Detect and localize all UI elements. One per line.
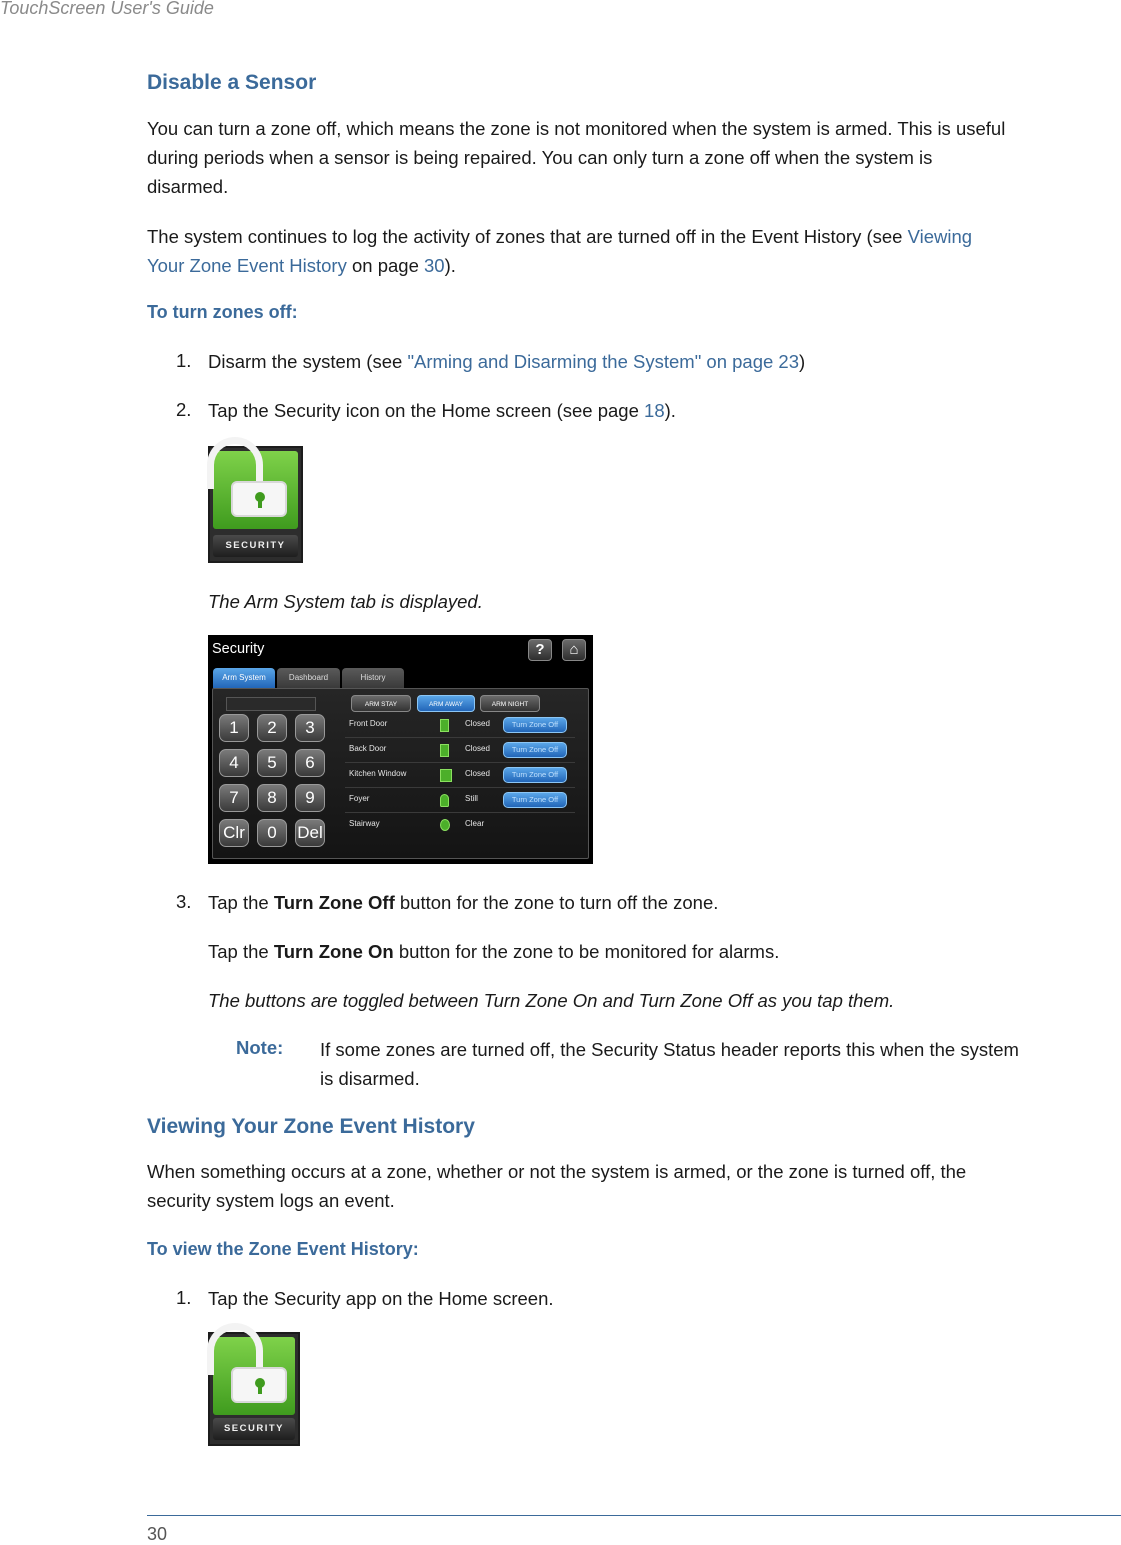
security-icon-label: SECURITY	[213, 535, 298, 557]
text: button for the zone to turn off the zone.	[394, 892, 719, 913]
text: Tap the Security icon on the Home screen (see page	[208, 400, 645, 421]
security-app-icon[interactable]	[208, 1332, 300, 1446]
tab-arm-system[interactable]: Arm System	[213, 668, 275, 688]
intro-line: disarmed.	[147, 176, 229, 197]
keypad-key[interactable]: 5	[257, 749, 287, 777]
intro-line: during periods when a sensor is being repaired. You can only turn a zone off when the system is	[147, 147, 933, 168]
keypad-key[interactable]: 3	[295, 714, 325, 742]
page-30-link[interactable]: 30	[424, 255, 445, 276]
tab-dashboard[interactable]: Dashboard	[277, 668, 340, 688]
security-icon-label: SECURITY	[213, 1418, 295, 1440]
text: The system continues to log the activity of zones that are turned off in the Event History (see	[147, 226, 908, 247]
text: ).	[664, 400, 676, 421]
history-step-1-text: Tap the Security app on the Home screen.	[208, 1288, 554, 1309]
door-icon	[440, 719, 449, 732]
note-text	[320, 1035, 1019, 1093]
procedure-heading-turn-off: To turn zones off:	[147, 302, 298, 322]
arm-away-button[interactable]: ARM AWAY	[417, 695, 475, 712]
zone-row	[345, 714, 575, 738]
zone-row	[345, 764, 575, 788]
zone-status: Closed	[465, 744, 490, 753]
page-18-link[interactable]: 18	[644, 400, 665, 421]
intro-paragraph	[147, 114, 1005, 201]
keypad-key[interactable]: 8	[257, 784, 287, 812]
procedure-heading-view-history: To view the Zone Event History:	[147, 1239, 419, 1259]
event-history-paragraph	[147, 222, 972, 280]
toggle-result: The buttons are toggled between Turn Zone On and Turn Zone Off as you tap them.	[208, 990, 895, 1011]
keypad-key[interactable]: Del	[295, 819, 325, 847]
code-display	[226, 697, 316, 711]
keypad-key[interactable]: 6	[295, 749, 325, 777]
zone-name: Kitchen Window	[349, 769, 407, 778]
zone-name: Front Door	[349, 719, 388, 728]
step-1-text	[208, 347, 805, 376]
step-number: 2.	[176, 399, 192, 420]
screen-title: Security	[212, 641, 265, 657]
turn-zone-on-term: Turn Zone On	[273, 941, 394, 962]
door-icon	[440, 744, 449, 757]
keypad-key[interactable]: 9	[295, 784, 325, 812]
intro-line: You can turn a zone off, which means the zone is not monitored when the system is armed. This is useful	[147, 118, 1006, 139]
keypad-key[interactable]: 7	[219, 784, 249, 812]
lock-icon	[213, 451, 298, 529]
history-line: When something occurs at a zone, whether or not the system is armed, or the zone is turned off, the	[147, 1161, 967, 1182]
text: button for the zone to be monitored for alarms.	[393, 941, 780, 962]
security-screen-screenshot	[208, 635, 593, 864]
arm-stay-button[interactable]: ARM STAY	[351, 695, 411, 712]
question-icon[interactable]: ?	[528, 639, 552, 661]
keypad-key[interactable]: Clr	[219, 819, 249, 847]
running-head: TouchScreen User's Guide	[0, 0, 214, 18]
arm-night-button[interactable]: ARM NIGHT	[480, 695, 540, 712]
zone-status: Closed	[465, 719, 490, 728]
zone-row	[345, 814, 575, 838]
section-heading-zone-event-history: Viewing Your Zone Event History	[147, 1115, 475, 1138]
zone-row	[345, 789, 575, 813]
step-3-on-text	[208, 937, 779, 966]
text: on page	[346, 255, 424, 276]
keypad-key[interactable]: 1	[219, 714, 249, 742]
zone-name: Stairway	[349, 819, 380, 828]
zone-name: Foyer	[349, 794, 370, 803]
zone-status: Still	[465, 794, 478, 803]
section-heading-disable-sensor: Disable a Sensor	[147, 71, 317, 94]
keypad-key[interactable]: 2	[257, 714, 287, 742]
zone-status: Closed	[465, 769, 490, 778]
motion-sensor-icon	[440, 794, 449, 807]
page-number: 30	[147, 1524, 168, 1544]
history-line: security system logs an event.	[147, 1190, 395, 1211]
zone-row	[345, 739, 575, 763]
security-app-icon[interactable]	[208, 446, 303, 563]
step-2-text	[208, 396, 676, 425]
step-number: 1.	[176, 350, 192, 371]
arm-system-result: The Arm System tab is displayed.	[208, 591, 483, 612]
step-number: 3.	[176, 891, 192, 912]
viewing-history-link[interactable]: Viewing	[907, 226, 973, 247]
turn-zone-off-button[interactable]: Turn Zone Off	[503, 742, 567, 758]
zone-status: Clear	[465, 819, 485, 828]
turn-zone-off-button[interactable]: Turn Zone Off	[503, 717, 567, 733]
text: Tap the	[208, 941, 274, 962]
keypad-key[interactable]: 4	[219, 749, 249, 777]
note-line: is disarmed.	[320, 1068, 420, 1089]
smoke-sensor-icon	[440, 819, 450, 831]
turn-zone-off-button[interactable]: Turn Zone Off	[503, 767, 567, 783]
turn-zone-off-button[interactable]: Turn Zone Off	[503, 792, 567, 808]
note-label: Note:	[236, 1037, 284, 1058]
note-line: If some zones are turned off, the Security Status header reports this when the system	[320, 1039, 1019, 1060]
tab-history[interactable]: History	[342, 668, 404, 688]
step-number: 1.	[176, 1287, 192, 1308]
viewing-history-link-cont[interactable]: Your Zone Event History	[147, 255, 347, 276]
home-icon[interactable]: ⌂	[562, 639, 586, 661]
zone-name: Back Door	[349, 744, 387, 753]
text: Tap the	[208, 892, 274, 913]
step-3-text	[208, 888, 718, 917]
history-paragraph	[147, 1157, 966, 1215]
text: Disarm the system (see	[208, 351, 408, 372]
footer-rule	[147, 1515, 1121, 1516]
keypad-key[interactable]: 0	[257, 819, 287, 847]
text: )	[799, 351, 806, 372]
turn-zone-off-term: Turn Zone Off	[273, 892, 395, 913]
arming-disarming-link[interactable]: "Arming and Disarming the System" on page 23	[407, 351, 799, 372]
arm-system-panel	[212, 688, 589, 859]
window-icon	[440, 769, 452, 782]
lock-icon	[213, 1337, 295, 1415]
text: ).	[444, 255, 456, 276]
